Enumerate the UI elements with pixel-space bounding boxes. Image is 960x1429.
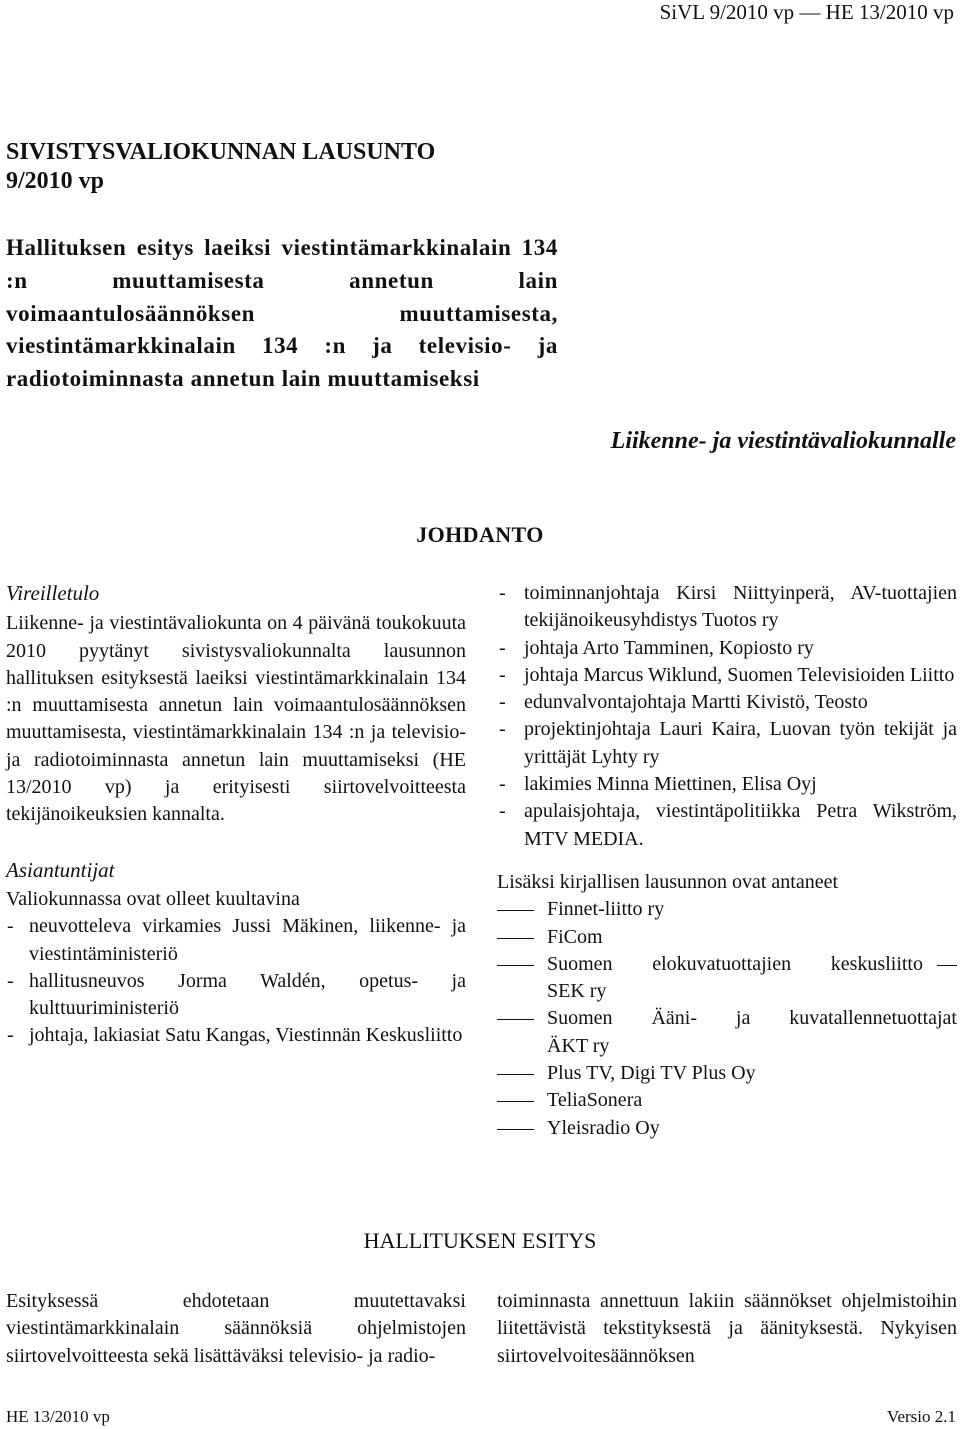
section-heading-hallituksen-esitys: HALLITUKSEN ESITYS: [363, 1228, 597, 1253]
written-statements-intro: Lisäksi kirjallisen lausunnon ovat antaneet: [497, 870, 839, 893]
trailing-dash: [937, 965, 957, 966]
asiantuntijat-heading: Asiantuntijat: [6, 857, 115, 882]
written-list-item-text: SEK ry: [547, 980, 607, 1003]
right-column: [497, 580, 957, 1142]
document-title-line2: 9/2010 vp: [6, 168, 105, 194]
hallituksen-esitys-left-text: Esityksessä ehdotetaan muutettavaksi viestintämarkkinalain säännöksiä ohjelmistojen siirtovelvoitteesta sekä lisättäväksi televisio- ja radio-: [6, 1290, 466, 1367]
written-list-item: FiCom: [497, 924, 957, 951]
written-list-item-text: Suomen Ääni- ja kuvatallennetuottajat: [547, 1007, 957, 1030]
document-title-line1: SIVISTYSVALIOKUNNAN LAUSUNTO: [6, 139, 436, 165]
running-header: SiVL 9/2010 vp — HE 13/2010 vp: [659, 0, 954, 24]
expert-list-item: - apulaisjohtaja, viestintäpolitiikka Petra Wikström, MTV MEDIA.: [497, 798, 957, 853]
written-list-item: Yleisradio Oy: [497, 1115, 957, 1142]
footer-right: Versio 2.1: [887, 1407, 956, 1426]
left-column: [6, 580, 466, 1050]
expert-list-item: - neuvotteleva virkamies Jussi Mäkinen, liikenne- ja viestintäministeriö: [6, 913, 466, 968]
written-list-item: Finnet-liitto ry: [497, 896, 957, 923]
recipient: Liikenne- ja viestintävaliokunnalle: [610, 428, 956, 454]
expert-list-item: - projektinjohtaja Lauri Kaira, Luovan työn tekijät ja yrittäjät Lyhty ry: [497, 716, 957, 771]
written-list-item-text: ÄKT ry: [547, 1034, 610, 1057]
vireilletulo-text: Liikenne- ja viestintävaliokunta on 4 päivänä toukokuuta 2010 pyytänyt sivistysvaliokunnalta lausunnon hallituksen esityksestä laeiksi viestintämarkkinalain 134 :n muuttamisesta annetun lain voimaantulosäännöksen muuttamisesta, viestintämarkkinalain 134 :n ja televisio- ja radiotoiminnasta annetun lain muuttamiseksi (HE 13/2010 vp) ja erityisesti siirtovelvoitteesta tekijänoikeuksien kannalta.: [6, 612, 466, 826]
expert-list-item: - johtaja, lakiasiat Satu Kangas, Viestinnän Keskusliitto: [6, 1022, 466, 1049]
expert-list-item: - hallitusneuvos Jorma Waldén, opetus- ja kulttuuriministeriö: [6, 968, 466, 1023]
asiantuntijat-intro: Valiokunnassa ovat olleet kuultavina: [6, 887, 300, 910]
expert-list-item: - johtaja Marcus Wiklund, Suomen Televisioiden Liitto: [497, 662, 957, 689]
expert-list-item: - johtaja Arto Tamminen, Kopiosto ry: [497, 635, 957, 662]
written-list-item: TeliaSonera: [497, 1087, 957, 1114]
expert-list-item: - toiminnanjohtaja Kirsi Niittyinperä, AV-tuottajien tekijänoikeusyhdistys Tuotos ry: [497, 580, 957, 635]
footer-left: HE 13/2010 vp: [6, 1407, 110, 1426]
written-list-item: [497, 951, 957, 1006]
written-list-item: Plus TV, Digi TV Plus Oy: [497, 1060, 957, 1087]
expert-list-item: - lakimies Minna Miettinen, Elisa Oyj: [497, 771, 957, 798]
expert-list-item: - edunvalvontajohtaja Martti Kivistö, Teosto: [497, 689, 957, 716]
written-list-item-text: Suomen elokuvatuottajien keskusliitto: [547, 952, 923, 975]
written-list-item: [497, 1005, 957, 1060]
document-title: [6, 138, 435, 196]
hallituksen-esitys-right-text: toiminnasta annettuun lakiin säännökset ohjelmistoihin liitettävistä tekstityksestä ja äänityksestä. Nykyisen siirtovelvoitesäännöksen: [497, 1290, 957, 1367]
vireilletulo-heading: Vireilletulo: [6, 581, 100, 605]
subject-heading: Hallituksen esitys laeiksi viestintämarkkinalain 134 :n muuttamisesta annetun lain voimaantulosäännöksen muuttamisesta, viestintämarkkinalain 134 :n ja televisio- ja radiotoiminnasta annetun lain muuttamiseksi: [6, 235, 558, 392]
section-heading-johdanto: JOHDANTO: [416, 522, 544, 547]
